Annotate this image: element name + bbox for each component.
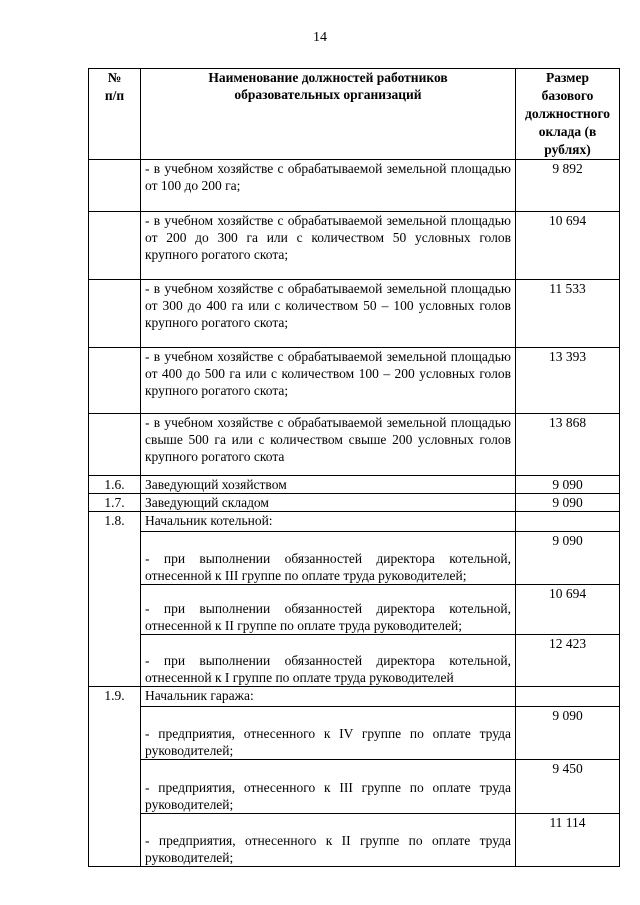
row-text: - предприятия, отнесенного к II группе по оплате труда руководителей;: [141, 814, 516, 867]
row-text: - при выполнении обязанностей директора котельной, отнесенной к III группе по оплате труда руководителей;: [141, 532, 516, 585]
row-text: Заведующий складом: [141, 494, 516, 512]
row-value: 9 892: [516, 160, 620, 212]
table-row: [89, 532, 620, 585]
row-value: 9 450: [516, 760, 620, 814]
row-value: 9 090: [516, 494, 620, 512]
row-text: Начальник гаража:: [141, 687, 516, 707]
row-text: - в учебном хозяйстве с обрабатываемой земельной площадью свыше 500 га или с количеством свыше 200 условных голов крупного рогатого скота: [141, 414, 516, 476]
row-value: 12 423: [516, 635, 620, 687]
row-value: 10 694: [516, 212, 620, 280]
row-value: 11 114: [516, 814, 620, 867]
salary-table: [88, 68, 620, 867]
row-text: Заведующий хозяйством: [141, 476, 516, 494]
row-text: - в учебном хозяйстве с обрабатываемой земельной площадью от 100 до 200 га;: [141, 160, 516, 212]
table-row: [89, 212, 620, 280]
table-row: [89, 160, 620, 212]
row-value: 13 868: [516, 414, 620, 476]
table-row: [89, 760, 620, 814]
row-text: - в учебном хозяйстве с обрабатываемой земельной площадью от 400 до 500 га или с количеством 100 – 200 условных голов крупного рогатого скота;: [141, 348, 516, 414]
row-text: Начальник котельной:: [141, 512, 516, 532]
row-number: 1.9.: [89, 687, 141, 867]
table-row: [89, 348, 620, 414]
row-value: 9 090: [516, 532, 620, 585]
row-number: [89, 414, 141, 476]
row-value: 10 694: [516, 585, 620, 635]
row-number: [89, 280, 141, 348]
table-row: [89, 280, 620, 348]
table-row: [89, 476, 620, 494]
row-value: 9 090: [516, 476, 620, 494]
table-row: [89, 494, 620, 512]
row-value: 13 393: [516, 348, 620, 414]
row-number: [89, 348, 141, 414]
table-row: [89, 814, 620, 867]
table-row: [89, 707, 620, 760]
row-text: - предприятия, отнесенного к III группе по оплате труда руководителей;: [141, 760, 516, 814]
row-text: - при выполнении обязанностей директора котельной, отнесенной к II группе по оплате труда руководителей;: [141, 585, 516, 635]
table-header-row: [89, 69, 620, 160]
table-row: [89, 687, 620, 707]
table-row: [89, 512, 620, 532]
table-row: [89, 414, 620, 476]
row-number: [89, 212, 141, 280]
row-value: 9 090: [516, 707, 620, 760]
row-value: [516, 512, 620, 532]
row-number: 1.7.: [89, 494, 141, 512]
header-position-name: Наименование должностей работников образовательных организаций: [141, 69, 516, 160]
row-number: 1.8.: [89, 512, 141, 687]
row-number: 1.6.: [89, 476, 141, 494]
row-value: 11 533: [516, 280, 620, 348]
row-text: - при выполнении обязанностей директора котельной, отнесенной к I группе по оплате труда руководителей: [141, 635, 516, 687]
row-number: [89, 160, 141, 212]
row-text: - в учебном хозяйстве с обрабатываемой земельной площадью от 200 до 300 га или с количеством 50 условных голов крупного рогатого скота;: [141, 212, 516, 280]
header-number: № п/п: [89, 69, 141, 160]
row-text: - в учебном хозяйстве с обрабатываемой земельной площадью от 300 до 400 га или с количеством 50 – 100 условных голов крупного рогатого скота;: [141, 280, 516, 348]
header-salary: Размер базового должностного оклада (в рублях): [516, 69, 620, 160]
table-row: [89, 585, 620, 635]
page-number: 14: [313, 30, 327, 45]
row-text: - предприятия, отнесенного к IV группе по оплате труда руководителей;: [141, 707, 516, 760]
row-value: [516, 687, 620, 707]
table-row: [89, 635, 620, 687]
